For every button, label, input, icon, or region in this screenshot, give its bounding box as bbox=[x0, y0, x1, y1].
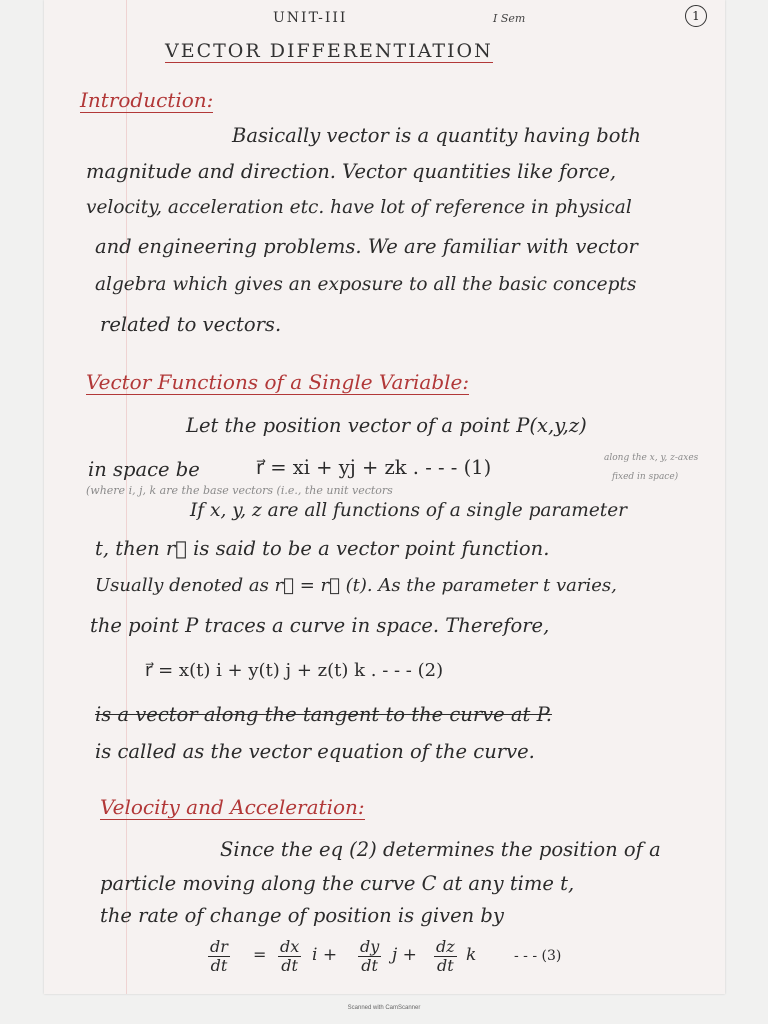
page-title: VECTOR DIFFERENTIATION bbox=[165, 40, 493, 62]
intro-line-1: Basically vector is a quantity having both bbox=[232, 124, 641, 147]
intro-heading: Introduction: bbox=[80, 88, 214, 112]
va-line-2: particle moving along the curve C at any time t, bbox=[100, 872, 575, 895]
margin-note-right: along the x, y, z-axes bbox=[604, 453, 699, 463]
vfsv-line-9: is called as the vector equation of the curve. bbox=[95, 740, 535, 763]
frac-denominator: dt bbox=[210, 956, 228, 975]
vfsv-line-4: t, then r⃗ is said to be a vector point function. bbox=[95, 537, 550, 560]
frac-numerator: dr bbox=[210, 937, 228, 956]
unit-label: UNIT-III bbox=[273, 10, 348, 26]
vfsv-line-5: Usually denoted as r⃗ = r⃗ (t). As the parameter t varies, bbox=[95, 575, 617, 596]
margin-note-right-2: fixed in space) bbox=[612, 472, 679, 482]
struck-line: is a vector along the tangent to the curve at P. bbox=[95, 703, 552, 726]
frac-dy-dt bbox=[358, 938, 381, 975]
frac-numerator: dz bbox=[436, 937, 455, 956]
va-line-1: Since the eq (2) determines the position of a bbox=[220, 838, 661, 861]
equals-sign: = bbox=[253, 945, 267, 964]
page-number: 1 bbox=[685, 5, 707, 27]
scanner-watermark: Scanned with CamScanner bbox=[347, 1005, 421, 1011]
frac-denominator: dt bbox=[361, 956, 378, 975]
margin-note-left: (where i, j, k are the base vectors (i.e., the unit vectors bbox=[86, 484, 393, 497]
intro-line-4: and engineering problems. We are familiar with vector bbox=[95, 235, 638, 258]
unit-k: k bbox=[466, 945, 477, 965]
frac-dz-dt bbox=[434, 938, 457, 975]
frac-numerator: dx bbox=[280, 937, 300, 956]
vfsv-line-6: the point P traces a curve in space. Therefore, bbox=[90, 614, 550, 637]
intro-line-5: algebra which gives an exposure to all the basic concepts bbox=[95, 274, 637, 295]
frac-denominator: dt bbox=[281, 956, 298, 975]
vector-equation-2: r⃗ = x(t) i + y(t) j + z(t) k . - - - (2) bbox=[145, 660, 444, 681]
vfsv-line-3: If x, y, z are all functions of a single parameter bbox=[190, 500, 628, 521]
frac-dx-dt bbox=[278, 938, 301, 975]
equation-tag-3: - - - (3) bbox=[514, 948, 562, 964]
va-line-3: the rate of change of position is given by bbox=[100, 904, 504, 927]
frac-denominator: dt bbox=[437, 956, 454, 975]
va-heading: Velocity and Acceleration: bbox=[100, 795, 365, 819]
unit-i: i + bbox=[312, 945, 338, 965]
unit-j: j + bbox=[392, 945, 417, 965]
frac-dr-dt bbox=[208, 938, 230, 975]
vfsv-heading: Vector Functions of a Single Variable: bbox=[86, 370, 470, 394]
intro-line-3: velocity, acceleration etc. have lot of reference in physical bbox=[86, 197, 632, 218]
intro-line-6: related to vectors. bbox=[100, 313, 282, 336]
vfsv-line-2a: in space be bbox=[88, 458, 200, 481]
intro-line-2: magnitude and direction. Vector quantities like force, bbox=[86, 160, 617, 183]
position-vector-eq: r⃗ = xi + yj + zk . - - - (1) bbox=[256, 456, 492, 479]
vfsv-line-1: Let the position vector of a point P(x,y,z) bbox=[186, 414, 587, 437]
frac-numerator: dy bbox=[360, 937, 380, 956]
semester-label: I Sem bbox=[493, 12, 526, 25]
margin-line bbox=[126, 0, 127, 994]
